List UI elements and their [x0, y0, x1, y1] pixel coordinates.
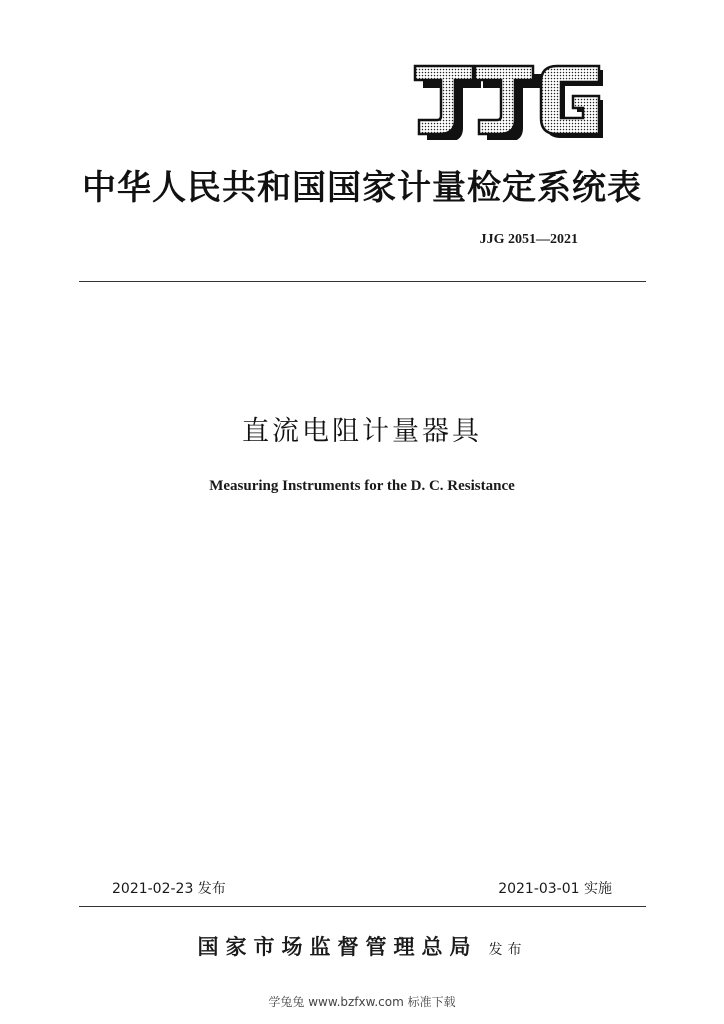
document-title: 直流电阻计量器具 [242, 416, 482, 447]
publisher-line [0, 931, 724, 961]
publish-label: 发布 [488, 942, 527, 958]
bottom-divider [79, 906, 646, 907]
publisher-name: 国家市场监督管理总局 [197, 934, 478, 959]
top-divider [79, 281, 646, 282]
jjg-logo [409, 62, 607, 140]
document-subtitle-english: Measuring Instruments for the D. C. Resistance [209, 478, 515, 494]
watermark-text: 学兔兔 www.bzfxw.com 标准下载 [268, 995, 456, 1009]
issue-date: 2021-02-23 发布 [112, 881, 226, 897]
standard-number: JJG 2051—2021 [479, 232, 578, 247]
system-table-title: 中华人民共和国国家计量检定系统表 [82, 168, 642, 208]
implementation-date: 2021-03-01 实施 [498, 881, 612, 897]
